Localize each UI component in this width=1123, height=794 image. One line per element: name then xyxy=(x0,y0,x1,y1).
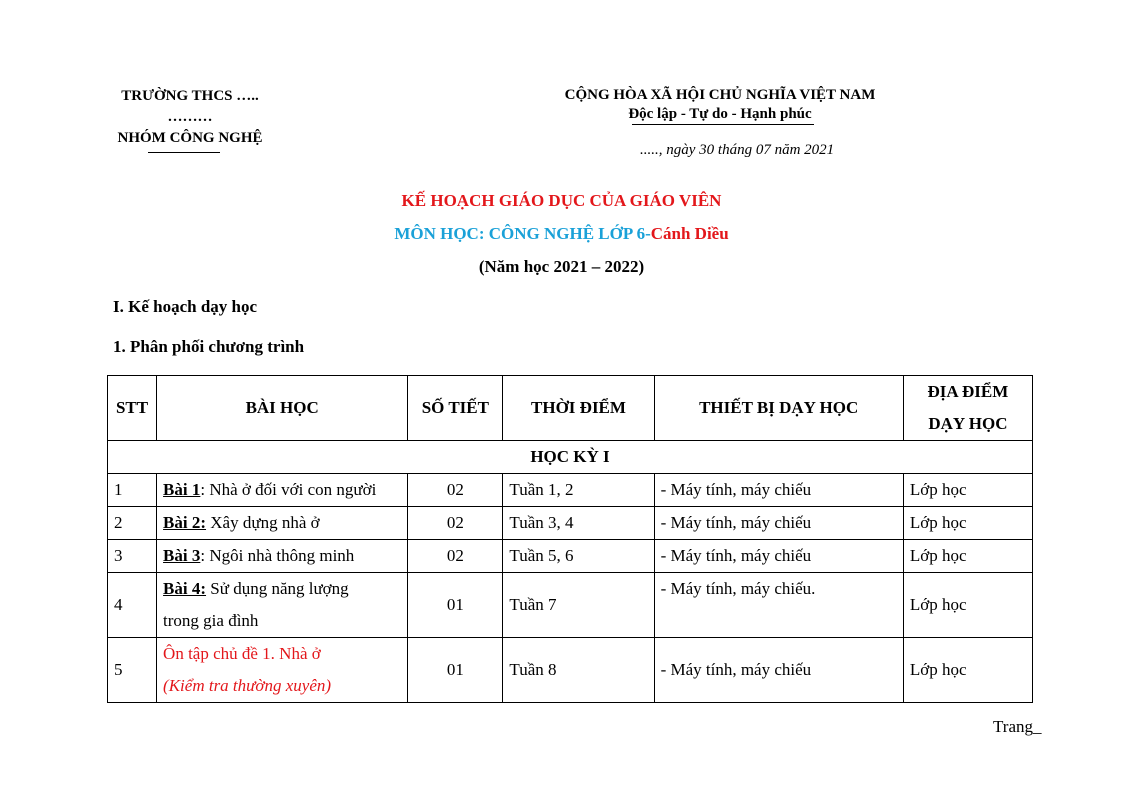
subject-suffix: Cánh Diều xyxy=(650,224,729,243)
row-periods: 01 xyxy=(408,638,503,703)
school-dots: ……… xyxy=(167,109,213,125)
row-equipment: - Máy tính, máy chiếu xyxy=(654,638,903,703)
row-location: Lớp học xyxy=(903,474,1032,507)
group-name: NHÓM CÔNG NGHỆ xyxy=(117,130,263,146)
row-equipment: - Máy tính, máy chiếu xyxy=(654,540,903,573)
row-lesson xyxy=(157,573,408,638)
lesson-number: Bài 1 xyxy=(163,480,201,499)
table-header-row xyxy=(108,376,1033,441)
row-lesson xyxy=(157,540,408,573)
subject-prefix: MÔN HỌC: CÔNG NGHỆ LỚP 6- xyxy=(394,224,651,243)
header-periods: SỐ TIẾT xyxy=(408,376,503,441)
header-timing: THỜI ĐIỂM xyxy=(503,376,654,441)
header-location-line1: ĐỊA ĐIỂM xyxy=(927,382,1009,401)
lesson-title-line1: Sử dụng năng lượng xyxy=(206,579,349,598)
table-row xyxy=(108,474,1033,507)
motto-rule xyxy=(632,124,814,125)
header-lesson: BÀI HỌC xyxy=(157,376,408,441)
row-periods: 02 xyxy=(408,474,503,507)
row-periods: 02 xyxy=(408,507,503,540)
country-name: CỘNG HÒA XÃ HỘI CHỦ NGHĨA VIỆT NAM xyxy=(564,87,876,103)
row-location: Lớp học xyxy=(903,638,1032,703)
row-timing: Tuần 7 xyxy=(503,573,654,638)
curriculum-table xyxy=(107,375,1033,703)
row-timing: Tuần 3, 4 xyxy=(503,507,654,540)
country-header xyxy=(520,86,920,124)
review-note: (Kiểm tra thường xuyên) xyxy=(163,676,332,695)
row-lesson xyxy=(157,638,408,703)
row-stt: 5 xyxy=(108,638,157,703)
document-title: KẾ HOẠCH GIÁO DỤC CỦA GIÁO VIÊN xyxy=(401,191,722,210)
row-stt: 2 xyxy=(108,507,157,540)
lesson-title: : Ngôi nhà thông minh xyxy=(200,546,355,565)
subsection-heading: 1. Phân phối chương trình xyxy=(113,337,305,356)
row-timing: Tuần 1, 2 xyxy=(503,474,654,507)
row-periods: 01 xyxy=(408,573,503,638)
school-header xyxy=(95,86,285,149)
row-timing: Tuần 5, 6 xyxy=(503,540,654,573)
motto: Độc lập - Tự do - Hạnh phúc xyxy=(628,106,812,122)
lesson-title: Xây dựng nhà ở xyxy=(206,513,320,532)
row-equipment: - Máy tính, máy chiếu xyxy=(654,507,903,540)
review-title: Ôn tập chủ đề 1. Nhà ở xyxy=(163,644,321,663)
row-location: Lớp học xyxy=(903,573,1032,638)
header-location xyxy=(903,376,1032,441)
row-lesson xyxy=(157,507,408,540)
lesson-number: Bài 2: xyxy=(163,513,207,532)
page-number: Trang_ xyxy=(993,717,1042,736)
school-year: (Năm học 2021 – 2022) xyxy=(478,257,645,276)
school-name: TRƯỜNG THCS ….. xyxy=(121,88,259,104)
row-timing: Tuần 8 xyxy=(503,638,654,703)
row-equipment: - Máy tính, máy chiếu. xyxy=(654,573,903,638)
subject-title xyxy=(0,224,1123,244)
row-lesson xyxy=(157,474,408,507)
section-heading: I. Kế hoạch dạy học xyxy=(113,297,258,316)
lesson-title: : Nhà ở đối với con người xyxy=(200,480,377,499)
lesson-title-line2: trong gia đình xyxy=(163,611,259,630)
school-header-rule xyxy=(148,152,220,153)
semester-label: HỌC KỲ I xyxy=(108,441,1033,474)
row-stt: 4 xyxy=(108,573,157,638)
row-stt: 3 xyxy=(108,540,157,573)
document-date: ....., ngày 30 tháng 07 năm 2021 xyxy=(640,142,835,158)
row-equipment: - Máy tính, máy chiếu xyxy=(654,474,903,507)
header-stt: STT xyxy=(108,376,157,441)
semester-row xyxy=(108,441,1033,474)
row-location: Lớp học xyxy=(903,507,1032,540)
row-periods: 02 xyxy=(408,540,503,573)
header-location-line2: DẠY HỌC xyxy=(928,414,1008,433)
header-equipment: THIẾT BỊ DẠY HỌC xyxy=(654,376,903,441)
table-row xyxy=(108,507,1033,540)
row-location: Lớp học xyxy=(903,540,1032,573)
row-stt: 1 xyxy=(108,474,157,507)
lesson-number: Bài 4: xyxy=(163,579,207,598)
lesson-number: Bài 3 xyxy=(163,546,201,565)
table-row xyxy=(108,573,1033,638)
table-row xyxy=(108,540,1033,573)
table-row xyxy=(108,638,1033,703)
